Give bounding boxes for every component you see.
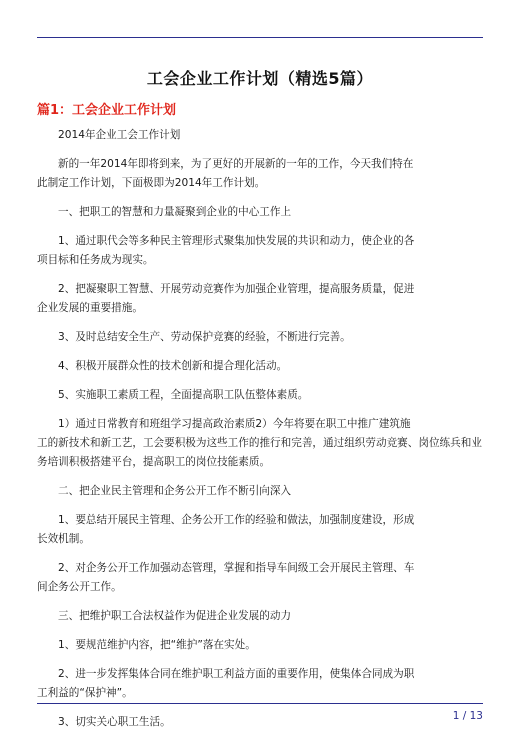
paragraph-line: 1）通过日常教育和班组学习提高政治素质2）今年将要在职工中推广建筑施: [58, 418, 411, 430]
header-rule: [37, 37, 483, 38]
paragraph-line: 工的新技术和新工艺，工会要积极为这些工作的推行和完善，通过组织劳动竞赛、岗位练兵和业: [37, 437, 482, 449]
paragraph-line: 1、通过职代会等多种民主管理形式聚集加快发展的共识和动力，使企业的各: [58, 235, 415, 247]
paragraph-line: 3、切实关心职工生活。: [58, 716, 171, 728]
paragraph: [37, 482, 483, 501]
paragraph-line: 1、要规范维护内容，把“维护”落在实处。: [58, 639, 256, 651]
paragraph-line: 1、要总结开展民主管理、企务公开工作的经验和做法，加强制度建设，形成: [58, 514, 415, 526]
paragraph-line: 2、把凝聚职工智慧、开展劳动竞赛作为加强企业管理，提高服务质量，促进: [58, 283, 415, 295]
paragraph-line: 新的一年2014年即将到来，为了更好的开展新的一年的工作，今天我们特在: [58, 158, 414, 170]
paragraph-line: 2、进一步发挥集体合同在维护职工利益方面的重要作用，使集体合同成为职: [58, 668, 415, 680]
paragraph-line: 项目标和任务成为现实。: [37, 254, 154, 266]
paragraph: [37, 280, 483, 318]
section-heading: 篇1：工会企业工作计划: [37, 103, 177, 118]
paragraph: [37, 559, 483, 597]
footer-rule: [37, 703, 483, 704]
paragraph-line: 二、把企业民主管理和企务公开工作不断引向深入: [58, 485, 292, 497]
paragraph-line: 工利益的“保护神”。: [37, 687, 133, 699]
paragraph: [37, 126, 483, 145]
paragraph-line: 2、对企务公开工作加强动态管理，掌握和指导车间级工会开展民主管理、车: [58, 562, 415, 574]
paragraph-line: 4、积极开展群众性的技术创新和提合理化活动。: [58, 360, 288, 372]
paragraph: [37, 232, 483, 270]
document-title: 工会企业工作计划（精选5篇）: [146, 69, 374, 88]
paragraph: [37, 713, 483, 732]
document-body: [37, 126, 483, 742]
paragraph-line: 3、及时总结安全生产、劳动保护竞赛的经验，不断进行完善。: [58, 331, 351, 343]
paragraph: [37, 665, 483, 703]
paragraph: [37, 607, 483, 626]
paragraph: [37, 636, 483, 655]
paragraph: [37, 155, 483, 193]
paragraph-line: 5、实施职工素质工程，全面提高职工队伍整体素质。: [58, 389, 309, 401]
paragraph: [37, 357, 483, 376]
page-indicator: 1 / 13: [452, 710, 483, 722]
paragraph: [37, 203, 483, 222]
paragraph-line: 2014年企业工会工作计划: [58, 129, 181, 141]
paragraph-line: 间企务公开工作。: [37, 581, 122, 593]
paragraph-line: 长效机制。: [37, 533, 90, 545]
paragraph-line: 一、把职工的智慧和力量凝聚到企业的中心工作上: [58, 206, 292, 218]
paragraph: [37, 386, 483, 405]
paragraph-line: 三、把维护职工合法权益作为促进企业发展的动力: [58, 610, 292, 622]
paragraph-line: 务培训积极搭建平台，提高职工的岗位技能素质。: [37, 456, 271, 468]
paragraph-line: 企业发展的重要措施。: [37, 302, 143, 314]
paragraph: [37, 511, 483, 549]
paragraph: [37, 328, 483, 347]
paragraph: [37, 415, 483, 472]
paragraph-line: 此制定工作计划，下面极即为2014年工作计划。: [37, 177, 266, 189]
